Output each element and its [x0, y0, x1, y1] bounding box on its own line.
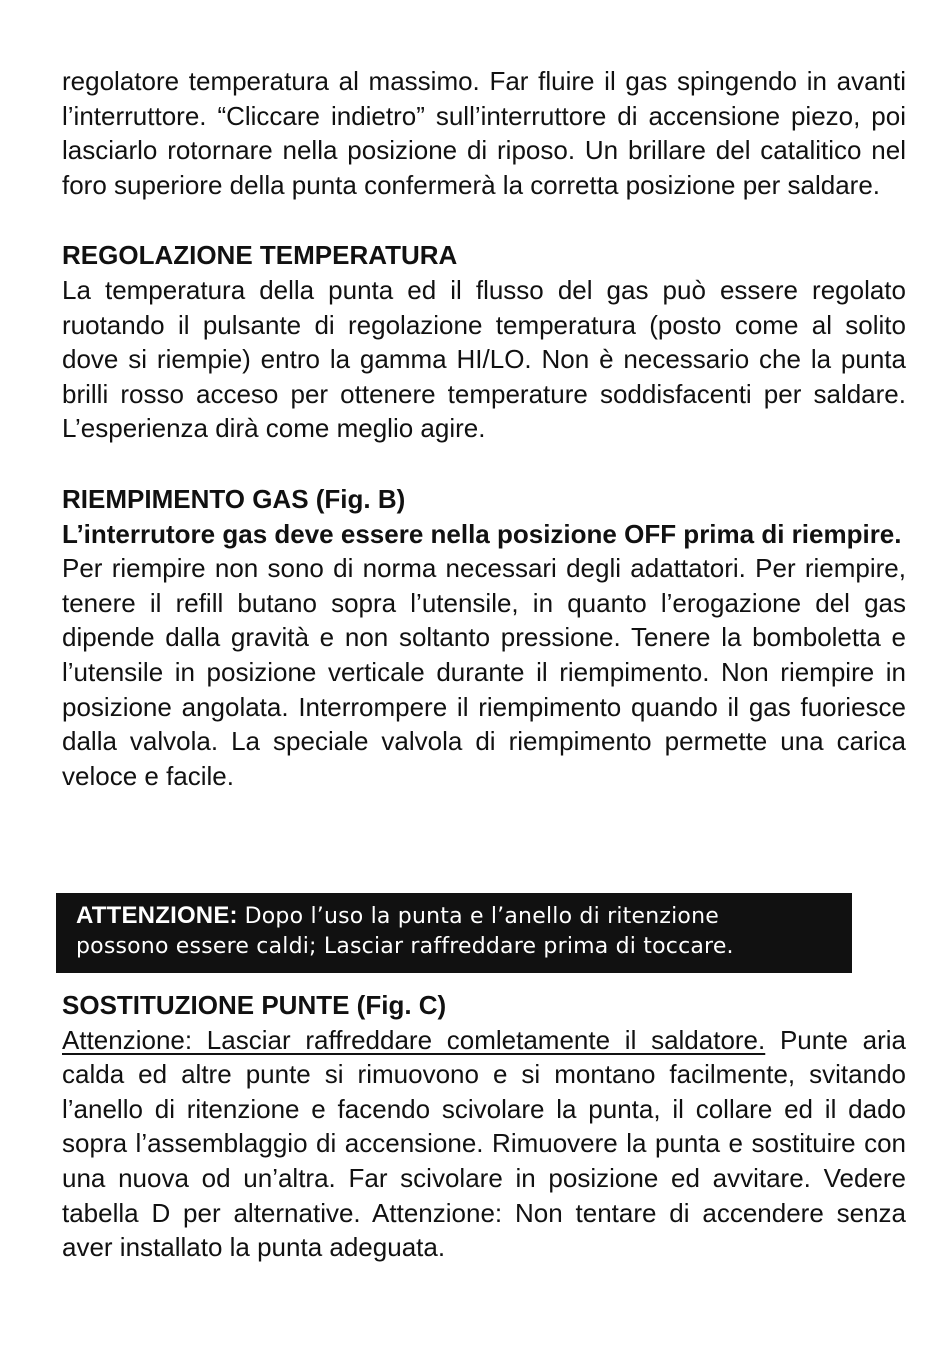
refill-section: [62, 482, 906, 793]
refill-heading: RIEMPIMENTO GAS (Fig. B): [62, 483, 406, 514]
temperature-paragraph: La temperatura della punta ed il flusso del gas può essere regolato ruotando il pulsante di regolazione temperatura (posto come al solito dove si riempie) entro la gamma HI/LO. Non è necessario che la punta brilli rosso acceso per ottenere temperature soddisfacenti per saldare. L’esperienza dirà come meglio agire.: [62, 274, 906, 444]
warning-label: ATTENZIONE:: [76, 902, 238, 929]
manual-page-upper: [62, 64, 906, 793]
tips-heading: SOSTITUZIONE PUNTE (Fig. C): [62, 990, 447, 1020]
warning-text-line-2: possono essere caldi; Lasciar raffreddare prima di toccare.: [76, 934, 734, 959]
tips-caution-underlined: Attenzione: Lasciar raffreddare comletamente il saldatore.: [62, 1024, 766, 1055]
tips-section: [62, 988, 906, 1265]
warning-line-1: [76, 901, 852, 932]
refill-paragraph: Per riempire non sono di norma necessari degli adattatori. Per riempire, tenere il refill butano sopra l’utensile, in quanto l’erogazione del gas dipende dalla gravità e non soltanto pressione. Tenere la bomboletta e l’utensile in posizione verticale durante il riempimento. Non riempire in posizione angolata. Interrompere il riempimento quando il gas fuoriesce dalla valvola. La speciale valvola di riempimento permette una carica veloce e facile.: [62, 553, 906, 791]
warning-box: [56, 893, 852, 973]
warning-text-line-1: Dopo l’uso la punta e l’anello di ritenzione: [244, 904, 719, 929]
intro-paragraph: regolatore temperatura al massimo. Far fluire il gas spingendo in avanti l’interruttore. “Cliccare indietro” sull’interruttore di accensione piezo, poi lasciarlo rotornare nella posizione di riposo. Un brillare del catalitico nel foro superiore della punta confermerà la corretta posizione per saldare.: [62, 66, 906, 200]
tips-paragraph-text: Punte aria calda ed altre punte si rimuovono e si montano facilmente, svitando l’anello di ritenzione e facendo scivolare la punta, il collare ed il dado sopra l’assemblaggio di accensione. Rimuovere la punta e sostituire con una nuova od un’altra. Far scivolare in posizione ed avvitare. Vedere tabella D per alternative. Attenzione: Non tentare di accendere senza aver installato la punta adeguata.: [62, 1024, 906, 1263]
refill-bold-paragraph: L’interrutore gas deve essere nella posizione OFF prima di riempire.: [62, 518, 902, 549]
temperature-section: [62, 238, 906, 446]
tips-paragraph: [62, 1023, 906, 1265]
temperature-heading: REGOLAZIONE TEMPERATURA: [62, 240, 458, 271]
